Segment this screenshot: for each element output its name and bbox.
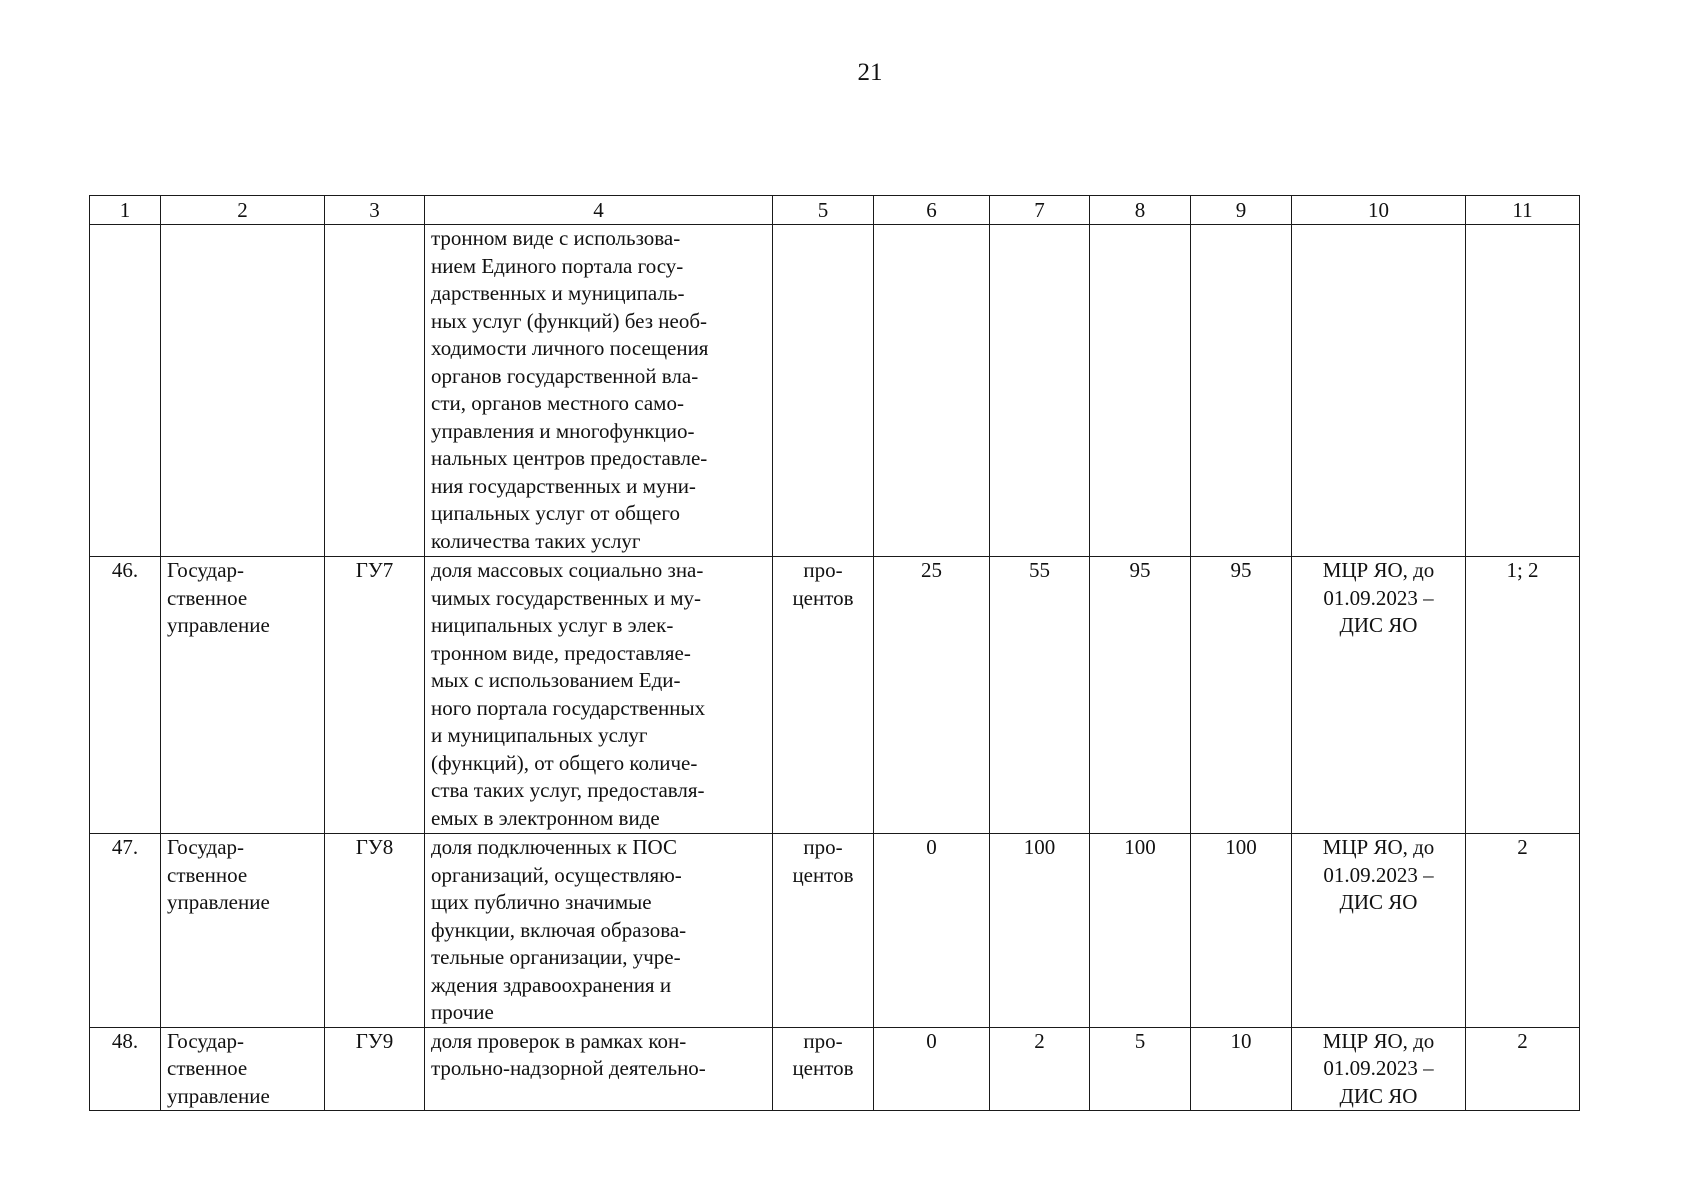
cell-description — [425, 225, 773, 557]
description-line: (функций), от общего количе- — [431, 750, 698, 775]
cell-value-7: 2 — [990, 1027, 1090, 1111]
cell-col11: 1; 2 — [1466, 557, 1580, 834]
unit-line: про- — [803, 558, 843, 582]
cell-area — [161, 834, 325, 1028]
cell-number: 46. — [90, 557, 161, 834]
cell-value-6 — [874, 225, 990, 557]
cell-area — [161, 225, 325, 557]
header-cell: 1 — [90, 196, 161, 225]
page-number: 21 — [857, 59, 883, 86]
cell-value-7: 100 — [990, 834, 1090, 1028]
area-line: управление — [167, 1083, 270, 1108]
description-line: ных услуг (функций) без необ- — [431, 308, 708, 333]
cell-unit — [773, 1027, 874, 1111]
header-cell: 3 — [325, 196, 425, 225]
cell-number: 47. — [90, 834, 161, 1028]
description-line: сти, органов местного само- — [431, 391, 684, 415]
cell-description — [425, 834, 773, 1028]
description-line: ходимости личного посещения — [431, 336, 709, 360]
cell-col11: 2 — [1466, 1027, 1580, 1111]
description-line: тронном виде с использова- — [431, 226, 681, 250]
description-line: мых с использованием Еди- — [431, 668, 681, 692]
responsible-line: ДИС ЯО — [1339, 1083, 1418, 1108]
responsible-line: МЦР ЯО, до — [1322, 558, 1435, 582]
cell-value-8 — [1090, 225, 1191, 557]
header-cell: 6 — [874, 196, 990, 225]
responsible-line: 01.09.2023 – — [1323, 1056, 1434, 1080]
description-line: трольно-надзорной деятельно- — [431, 1056, 706, 1080]
description-line: ния государственных и муни- — [431, 473, 696, 498]
responsible-line: 01.09.2023 – — [1323, 862, 1434, 887]
unit-line: про- — [803, 835, 843, 859]
cell-value-9 — [1191, 225, 1292, 557]
description-line: прочие — [431, 1000, 494, 1024]
description-line: организаций, осуществляю- — [431, 862, 682, 887]
area-line: Государ- — [167, 558, 245, 582]
unit-line: центов — [792, 585, 854, 610]
cell-responsible — [1292, 834, 1466, 1028]
cell-value-6: 0 — [874, 1027, 990, 1111]
unit-line: центов — [792, 1056, 854, 1080]
cell-value-6: 0 — [874, 834, 990, 1028]
header-cell: 11 — [1466, 196, 1580, 225]
table-row — [90, 557, 1580, 834]
area-line: ственное — [167, 585, 248, 610]
description-line: дарственных и муниципаль- — [431, 281, 685, 305]
cell-code: ГУ7 — [325, 557, 425, 834]
description-line: ства таких услуг, предоставля- — [431, 778, 705, 802]
responsible-line: МЦР ЯО, до — [1322, 835, 1435, 859]
description-line: и муниципальных услуг — [431, 723, 648, 747]
description-line: количества таких услуг — [431, 528, 641, 553]
cell-number — [90, 225, 161, 557]
responsible-line: МЦР ЯО, до — [1322, 1028, 1435, 1053]
description-line: емых в электронном виде — [431, 805, 660, 830]
indicators-table — [89, 195, 1580, 1111]
description-line: управления и многофункцио- — [431, 418, 695, 443]
cell-col11: 2 — [1466, 834, 1580, 1028]
cell-value-8: 5 — [1090, 1027, 1191, 1111]
header-cell: 2 — [161, 196, 325, 225]
responsible-line: 01.09.2023 – — [1323, 585, 1434, 610]
cell-code: ГУ9 — [325, 1027, 425, 1111]
cell-value-6: 25 — [874, 557, 990, 834]
cell-col11 — [1466, 225, 1580, 557]
header-cell: 5 — [773, 196, 874, 225]
area-line: Государ- — [167, 1028, 245, 1053]
header-cell: 9 — [1191, 196, 1292, 225]
cell-code — [325, 225, 425, 557]
cell-value-8: 95 — [1090, 557, 1191, 834]
area-line: управление — [167, 613, 270, 637]
cell-value-7 — [990, 225, 1090, 557]
description-line: тельные организации, учре- — [431, 945, 681, 969]
table-header-row — [90, 196, 1580, 225]
area-line: ственное — [167, 862, 248, 887]
cell-value-9: 95 — [1191, 557, 1292, 834]
area-line: управление — [167, 890, 270, 914]
description-line: щих публично значимые — [431, 890, 652, 914]
cell-unit — [773, 557, 874, 834]
cell-responsible — [1292, 557, 1466, 834]
cell-value-8: 100 — [1090, 834, 1191, 1028]
description-line: ного портала государственных — [431, 695, 706, 720]
unit-line: центов — [792, 862, 854, 887]
description-line: доля проверок в рамках кон- — [431, 1028, 687, 1053]
cell-unit — [773, 834, 874, 1028]
responsible-line: ДИС ЯО — [1339, 613, 1418, 637]
description-line: доля подключенных к ПОС — [431, 835, 677, 859]
description-line: ждения здравоохранения и — [431, 972, 672, 997]
cell-responsible — [1292, 1027, 1466, 1111]
description-line: тронном виде, предоставляе- — [431, 640, 691, 665]
header-cell: 10 — [1292, 196, 1466, 225]
description-line: нальных центров предоставле- — [431, 446, 708, 470]
description-line: доля массовых социально зна- — [431, 558, 704, 582]
description-line: ниципальных услуг в элек- — [431, 613, 674, 637]
description-line: нием Единого портала госу- — [431, 253, 684, 278]
table-row — [90, 834, 1580, 1028]
description-line: органов государственной вла- — [431, 363, 699, 388]
cell-number: 48. — [90, 1027, 161, 1111]
description-line: ципальных услуг от общего — [431, 501, 680, 525]
header-cell: 8 — [1090, 196, 1191, 225]
cell-unit — [773, 225, 874, 557]
header-cell: 7 — [990, 196, 1090, 225]
cell-code: ГУ8 — [325, 834, 425, 1028]
description-line: функции, включая образова- — [431, 917, 687, 942]
cell-description — [425, 557, 773, 834]
table-row-continuation — [90, 225, 1580, 557]
cell-value-7: 55 — [990, 557, 1090, 834]
cell-area — [161, 557, 325, 834]
cell-description — [425, 1027, 773, 1111]
area-line: Государ- — [167, 835, 245, 859]
responsible-line: ДИС ЯО — [1339, 890, 1418, 914]
header-cell: 4 — [425, 196, 773, 225]
cell-value-9: 10 — [1191, 1027, 1292, 1111]
cell-area — [161, 1027, 325, 1111]
cell-value-9: 100 — [1191, 834, 1292, 1028]
cell-responsible — [1292, 225, 1466, 557]
area-line: ственное — [167, 1056, 248, 1080]
description-line: чимых государственных и му- — [431, 585, 702, 610]
unit-line: про- — [803, 1028, 843, 1053]
table-row — [90, 1027, 1580, 1111]
